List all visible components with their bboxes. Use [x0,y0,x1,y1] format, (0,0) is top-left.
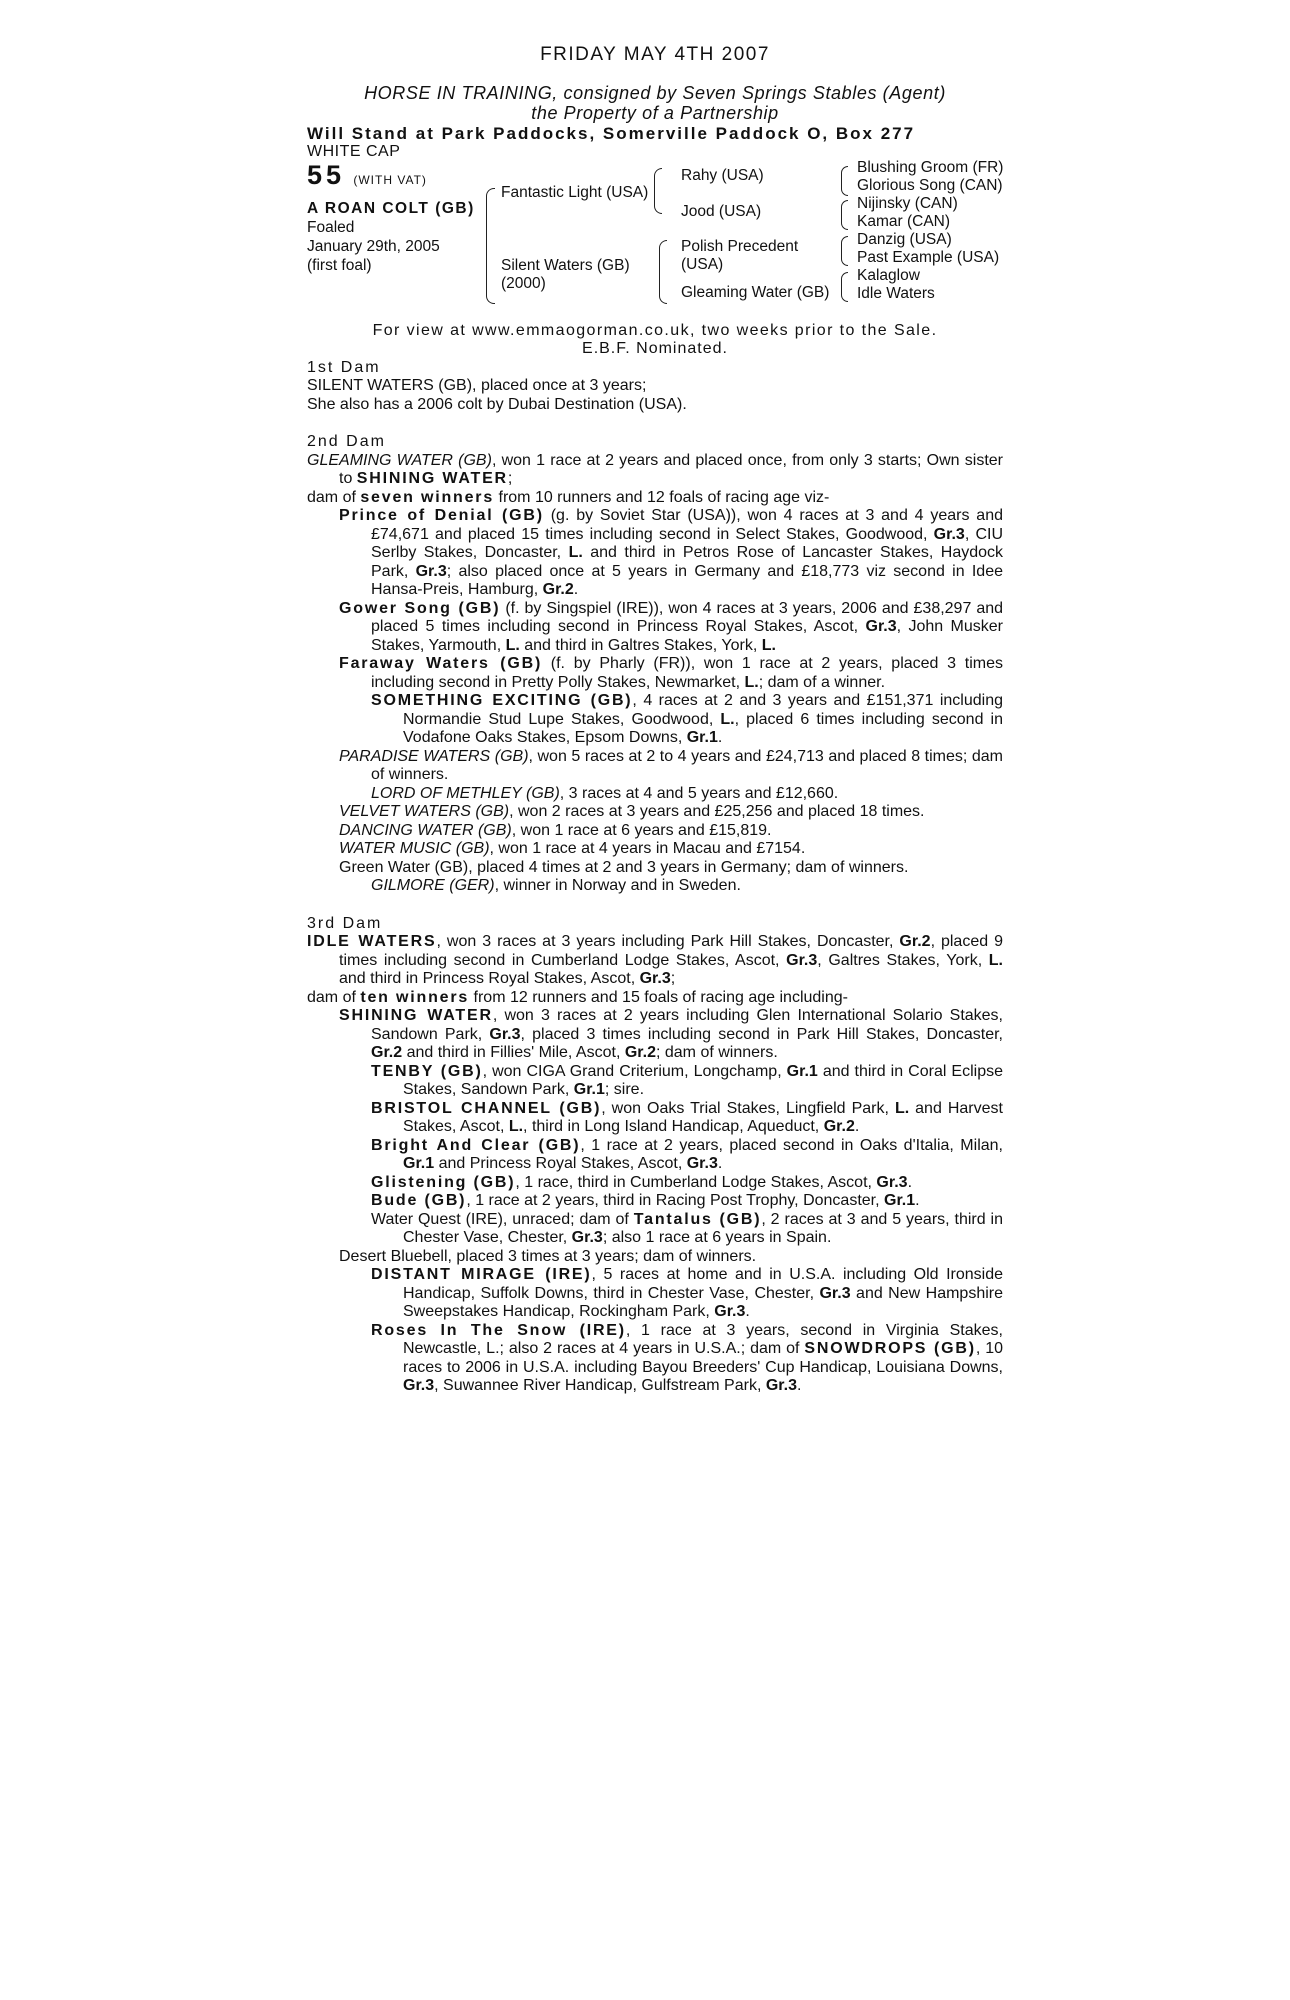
third-dam-heading: 3rd Dam [307,914,383,932]
lot-description: A ROAN COLT (GB) [307,199,475,217]
foaled-date: January 29th, 2005 [307,237,440,255]
foaled-label: Foaled [307,218,355,236]
bracket-gen3-b [841,200,848,230]
ped-sdd: Kamar (CAN) [857,212,951,230]
produce-desert-bluebell: Desert Bluebell, placed 3 times at 3 years; dam of winners. [339,1247,757,1265]
catalogue-page [307,46,1003,1396]
ped-ssd: Glorious Song (CAN) [857,176,1003,194]
produce-dancing-water: DANCING WATER (GB), won 1 race at 6 years and £15,819. [339,821,772,839]
dam-sire: Polish Precedent [681,237,799,255]
sale-date: FRIDAY MAY 4TH 2007 [540,44,770,65]
produce-roses-in-the-snow: Roses In The Snow (IRE), 1 race at 3 years, second in Virginia Stakes, Newcastle, L.; also 2 races at 4 years in U.S.A.; dam of SNOWDROPS (GB), 10 races to 2006 in U.S.A. including Bayou Breeders' Cup Handicap, Louisiana Downs, Gr.3, Suwannee River Handicap, Gulfstream Park, Gr.3. [371,1321,1004,1394]
foal-note: (first foal) [307,256,372,274]
produce-tenby: TENBY (GB), won CIGA Grand Criterium, Longchamp, Gr.1 and third in Coral Eclipse Stakes, Sandown Park, Gr.1; sire. [371,1062,1003,1098]
produce-gower-song: Gower Song (GB) (f. by Singspiel (IRE)), won 4 races at 3 years, 2006 and £38,297 and placed 5 times including second in Princess Royal Stakes, Ascot, Gr.3, John Musker Stakes, Yarmouth, L. and third in Galtres Stakes, York, L. [339,599,1004,654]
dam-dam: Gleaming Water (GB) [681,283,830,301]
produce-lord-of-methley: LORD OF METHLEY (GB), 3 races at 4 and 5 years and £12,660. [371,784,839,802]
produce-bright-and-clear: Bright And Clear (GB), 1 race at 2 years, placed second in Oaks d'Italia, Milan, Gr.1 and Princess Royal Stakes, Ascot, Gr.3. [371,1136,1003,1172]
third-dam-record: IDLE WATERS, won 3 races at 3 years including Park Hill Stakes, Doncaster, Gr.2, placed 9 times including second in Cumberland Lodge Stakes, Ascot, Gr.3, Galtres Stakes, York, L. and third in Princess Royal Stakes, Ascot, Gr.3; [307,933,1003,987]
produce-paradise-waters: PARADISE WATERS (GB), won 5 races at 2 to 4 years and £24,713 and placed 8 times; dam of winners. [339,747,1003,783]
ped-sds: Nijinsky (CAN) [857,194,958,212]
sire: Fantastic Light (USA) [501,183,649,201]
first-dam-produce: She also has a 2006 colt by Dubai Destination (USA). [307,395,687,413]
produce-glistening: Glistening (GB), 1 race, third in Cumberland Lodge Stakes, Ascot, Gr.3. [371,1173,913,1191]
second-dam-heading: 2nd Dam [307,433,386,450]
bracket-gen3-c [841,236,848,266]
pedigree-table [307,158,1004,322]
produce-water-music: WATER MUSIC (GB), won 1 race at 4 years in Macau and £7154. [339,840,806,857]
bracket-dam [659,240,667,304]
ped-dsd: Past Example (USA) [857,248,1000,266]
produce-velvet-waters: VELVET WATERS (GB), won 2 races at 3 years and £25,256 and placed 18 times. [339,803,925,820]
view-line: For view at www.emmaogorman.co.uk, two weeks prior to the Sale. [372,321,938,339]
sire-sire: Rahy (USA) [681,166,764,184]
lot-number: 55 [307,159,346,190]
produce-distant-mirage: DISTANT MIRAGE (IRE), 5 races at home and in U.S.A. including Old Ironside Handicap, Suffolk Downs, third in Chester Vase, Chester, Gr.3 and New Hampshire Sweepstakes Handicap, Rockingham Park, Gr.3. [371,1266,1003,1320]
vat-note: (WITH VAT) [353,172,427,187]
second-dam-record: GLEAMING WATER (GB), won 1 race at 2 years and placed once, from only 3 starts; Own sister to SHINING WATER; [307,451,1004,487]
first-dam-heading: 1st Dam [307,358,381,376]
third-dam-produce-summary: dam of ten winners from 12 runners and 15 foals of racing age including- [307,988,848,1006]
produce-bristol-channel: BRISTOL CHANNEL (GB), won Oaks Trial Stakes, Lingfield Park, L. and Harvest Stakes, Ascot, L., third in Long Island Handicap, Aqueduct, Gr.2. [371,1099,1003,1135]
stand-location: Will Stand at Park Paddocks, Somerville Paddock O, Box 277 [307,123,916,143]
sire-dam: Jood (USA) [681,202,762,220]
produce-green-water: Green Water (GB), placed 4 times at 2 and 3 years in Germany; dam of winners. [339,858,909,876]
nomination: E.B.F. Nominated. [582,340,728,357]
produce-faraway-waters: Faraway Waters (GB) (f. by Pharly (FR)), won 1 race at 2 years, placed 3 times including second in Pretty Polly Stakes, Newmarket, L.; dam of a winner. [339,655,1003,691]
ped-ddd: Idle Waters [857,284,935,302]
ped-dss: Danzig (USA) [857,230,952,248]
consignment-line: HORSE IN TRAINING, consigned by Seven Springs Stables (Agent) [364,82,946,103]
first-dam-line: SILENT WATERS (GB), placed once at 3 years; [307,377,647,394]
bracket-gen3-d [841,272,848,302]
produce-something-exciting: SOMETHING EXCITING (GB), 4 races at 2 and 3 years and £151,371 including Normandie Stud Lupe Stakes, Goodwood, L., placed 6 times including second in Vodafone Oaks Stakes, Epsom Downs, Gr.1. [371,692,1004,746]
bracket-gen1 [486,188,495,304]
bracket-gen3-a [841,166,848,196]
produce-shining-water: SHINING WATER, won 3 races at 2 years including Glen International Solario Stakes, Sandown Park, Gr.3, placed 3 times including second in Park Hill Stakes, Doncaster, Gr.2 and third in Fillies' Mile, Ascot, Gr.2; dam of winners. [339,1007,1004,1061]
dam-year: (2000) [501,274,546,292]
property-line: the Property of a Partnership [531,102,779,123]
lot-number-group [307,159,427,190]
produce-prince-of-denial: Prince of Denial (GB) (g. by Soviet Star (USA)), won 4 races at 3 and 4 years and £74,671 and placed 15 times including second in Select Stakes, Goodwood, Gr.3, CIU Serlby Stakes, Doncaster, L. and third in Petros Rose of Lancaster Stakes, Haydock Park, Gr.3; also placed once at 5 years in Germany and £18,773 viz second in Idee Hansa-Preis, Hamburg, Gr.2. [339,507,1004,598]
ped-sss: Blushing Groom (FR) [857,158,1004,176]
dam-sire-origin: (USA) [681,255,724,273]
ped-dds: Kalaglow [857,266,920,284]
dam: Silent Waters (GB) [501,256,630,274]
produce-gilmore: GILMORE (GER), winner in Norway and in Sweden. [371,877,741,894]
produce-water-quest: Water Quest (IRE), unraced; dam of Tantalus (GB), 2 races at 3 and 5 years, third in Chester Vase, Chester, Gr.3; also 1 race at 6 years in Spain. [371,1210,1003,1246]
second-dam-produce-summary: dam of seven winners from 10 runners and 12 foals of racing age viz- [307,488,830,506]
bracket-sire [654,168,662,214]
cap-colour: WHITE CAP [307,143,401,160]
produce-bude: Bude (GB), 1 race at 2 years, third in Racing Post Trophy, Doncaster, Gr.1. [371,1192,920,1209]
